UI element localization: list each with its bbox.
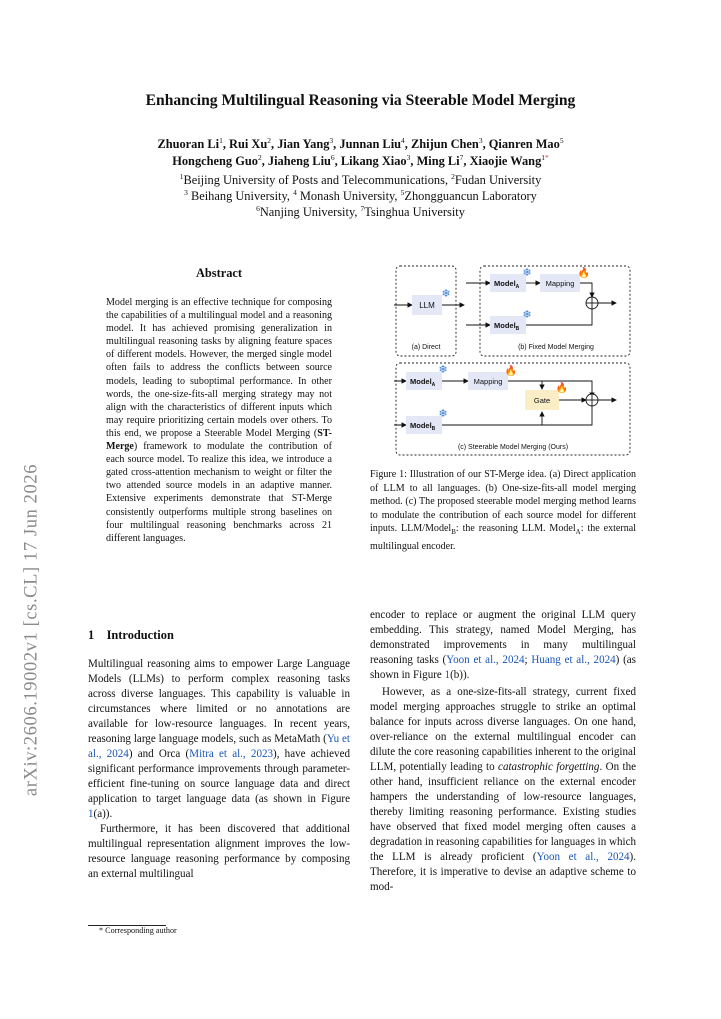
intro-left-column	[88, 657, 350, 882]
citation-link[interactable]: Huang et al., 2024	[531, 654, 616, 666]
affiliation-name: Nanjing University,	[259, 205, 361, 220]
svg-text:ModelB: Model$_B$	[494, 321, 520, 332]
abstract-body	[106, 296, 332, 545]
llm-label: LLM	[419, 301, 435, 310]
citation-link[interactable]: Yu et al., 2024	[88, 733, 350, 760]
snowflake-icon: ❄	[522, 309, 532, 321]
author-list: Zhuoran Li$^1$, Rui Xu$^2$, Jian Yang$^3$, Junnan Liu$^4$, Zhijun Chen$^3$, Qianren Mao$^5$ Hongcheng Guo$^2$, Jiaheng Liu$^6$, Likang Xiao$^3$, Ming Li$^7$, Xiaojie Wang$^{1*}$	[157, 135, 564, 168]
author-affiliation-mark: 3	[406, 152, 411, 162]
affiliation-name: Tsinghua University	[364, 205, 465, 220]
arxiv-sidebar	[20, 300, 44, 797]
section-title: Introduction	[106, 628, 174, 642]
intro-paragraph-1	[88, 657, 350, 822]
figure-ref-link[interactable]: 1	[444, 669, 451, 681]
svg-text:Mapping: Mapping	[473, 377, 503, 386]
author-affiliation-mark: 2	[257, 152, 262, 162]
author-name: Zhijun Chen	[410, 137, 479, 151]
affiliation-line	[60, 172, 661, 188]
abstract-method-name: ST-Merge	[106, 427, 332, 453]
author-name: Rui Xu	[229, 137, 268, 151]
fire-icon: 🔥	[504, 366, 518, 377]
author-affiliation-mark: 2	[267, 135, 271, 145]
author-affiliation-mark: 4	[401, 135, 405, 145]
caption-text: : the reasoning LLM. Model	[455, 523, 576, 534]
footnote: * Corresponding author	[99, 926, 177, 935]
intro-paragraph-2: Furthermore, it has been discovered that additional multilingual representation alignment improves the low-resource language reasoning performance by composing an external multilingual	[88, 823, 350, 880]
arxiv-identifier: arXiv:2606.19002v1 [cs.CL] 17 Jun 2026	[21, 463, 42, 797]
intro-right-column	[370, 608, 636, 895]
author-affiliation-mark: 5	[559, 135, 564, 145]
section-number: 1	[88, 628, 95, 642]
author-name: Junnan Liu	[339, 137, 402, 151]
paper-title: Enhancing Multilingual Reasoning via Steerable Model Merging	[145, 92, 576, 109]
affiliation-name: Zhongguancun Laboratory	[404, 189, 537, 204]
affiliation-line	[60, 188, 661, 204]
affiliation-number: 4	[293, 188, 297, 198]
body-text: encoder to replace or augment the original LLM query embedding. This strategy, named Model Merging, has demonstrated improvements in many multilingual reasoning tasks (	[370, 609, 636, 666]
affiliation-name: Beijing University of Posts and Telecommunications,	[183, 173, 452, 187]
intro-text: ) and Orca (	[128, 748, 190, 760]
body-text: ). Therefore, it is imperative to devise an adaptive scheme to mod-	[370, 851, 636, 893]
svg-text:ModelB: Model$_B$	[410, 421, 436, 432]
fire-icon: 🔥	[555, 383, 569, 394]
citation-link[interactable]: Mitra et al., 2023	[189, 748, 274, 760]
affiliation-number: 5	[400, 188, 405, 198]
figure-1-caption	[370, 468, 636, 553]
author-affiliation-mark: 3	[329, 135, 334, 145]
section-heading-introduction	[88, 628, 174, 643]
caption-subscript: B	[451, 528, 456, 536]
author-affiliation-mark: 6	[330, 152, 335, 162]
affiliation-name: Fudan University	[454, 173, 542, 187]
abstract-text-2: ) framework to modulate the contribution of each source model. To realize this idea, we introduce a gated cross-attention mechanism to weight or filter the two attended source models in an adaptive manner. Extensive experiments demonstrate that ST-Merge consistently outperforms multiple strong baselines on four multilingual reasoning benchmarks across 21 different languages.	[106, 441, 332, 544]
figure-1-diagram	[394, 263, 638, 463]
author-name: Zhuoran Li	[157, 137, 220, 151]
author-name: Jiaheng Liu	[267, 154, 331, 168]
author-affiliation-mark: 3	[478, 135, 483, 145]
citation-link[interactable]: Yoon et al., 2024	[536, 851, 630, 863]
body-text: However, as a one-size-fits-all strategy, current fixed model merging approaches struggle to strike an optimal balance for inputs across diverse languages. On one hand, over-reliance on the external multilingual encoder can dilute the core reasoning capabilities inherent to the original LLM, potentially leading to	[370, 686, 636, 773]
caption-subscript: A	[575, 528, 581, 536]
intro-text: ), have achieved significant performance improvements through parameter-efficient fine-tuning on source language data and direct application to target language data (as shown in Figure	[88, 748, 350, 805]
body-text: . On the other hand, insufficient reliance on the external encoder hampers the understanding of low-resource languages, thereby limiting reasoning performance. Existing studies have observed that fixed model merging often causes a degradation in reasoning capabilities for languages in which the LLM is already proficient (	[370, 761, 636, 863]
snowflake-icon: ❄	[438, 408, 448, 420]
intro-text: (a)).	[93, 808, 113, 820]
body-text: ;	[524, 654, 532, 666]
snowflake-icon: ❄	[438, 364, 448, 376]
citation-link[interactable]: Yoon et al., 2024	[446, 654, 525, 666]
caption-text: : the external multilingual encoder.	[370, 523, 636, 552]
corresponding-mark: *	[545, 152, 549, 162]
svg-text:Mapping: Mapping	[545, 279, 575, 288]
fire-icon: 🔥	[577, 268, 591, 279]
affiliation-name: Monash University,	[296, 189, 401, 204]
right-paragraph-2	[370, 685, 636, 895]
affiliation-number: 1	[179, 171, 184, 181]
right-paragraph-1	[370, 608, 636, 683]
panel-direct-label: (a) Direct	[411, 344, 441, 351]
author-name: Xiaojie Wang	[469, 154, 542, 168]
panel-fixed-label: (b) Fixed Model Merging	[518, 344, 594, 351]
author-name: Ming Li	[416, 154, 460, 168]
affiliation-number: 7	[360, 204, 365, 214]
affiliation-number: 2	[451, 171, 455, 181]
figure-ref-link[interactable]: 1	[88, 808, 94, 820]
affiliation-number: 6	[256, 204, 260, 214]
svg-text:Gate: Gate	[533, 396, 551, 405]
snowflake-icon: ❄	[522, 267, 532, 279]
author-name: Hongcheng Guo	[172, 154, 258, 168]
affiliation-name: Beihang University,	[187, 189, 294, 204]
affiliation-number: 3	[184, 188, 188, 198]
affiliations	[60, 172, 661, 221]
emphasis-text: catastrophic forgetting	[498, 761, 600, 773]
body-text: (b)).	[450, 669, 470, 681]
panel-steerable-label: (c) Steerable Model Merging (Ours)	[457, 444, 569, 451]
svg-text:ModelA: Model$_A$	[410, 377, 436, 388]
author-affiliation-mark: 7	[459, 152, 464, 162]
affiliation-line	[60, 204, 661, 220]
body-text: ) (as shown in Figure	[370, 654, 636, 681]
caption-text: Figure 1: Illustration of our ST-Merge idea. (a) Direct application of LLM to all languages. (b) One-size-fits-all model merging method. (c) The proposed steerable model merging method learns to modulate the contribution of each source model for different inputs. LLM/Model	[370, 469, 636, 534]
author-name: Likang Xiao	[340, 154, 407, 168]
author-affiliation-mark: 1	[219, 135, 223, 145]
author-name: Qianren Mao	[488, 137, 560, 151]
snowflake-icon: ❄	[441, 288, 451, 300]
intro-text: Multilingual reasoning aims to empower Large Language Models (LLMs) to perform complex reasoning tasks across diverse languages. This capability is valuable in circumstances where limited or no annotations are available for low-resource languages. In recent years, reasoning large language models, such as MetaMath (	[88, 658, 350, 745]
abstract-heading: Abstract	[195, 266, 243, 280]
author-affiliation-mark: 1	[541, 152, 546, 162]
abstract-text-1: Model merging is an effective technique for composing the capabilities of a multilingual model and a reasoning model. It has achieved promising generalization in multilingual reasoning tasks by aligning feature spaces of different models. However, the merged single model often fails to address the conflicts between source models, leading to suboptimal performance. In other words, the one-size-fits-all merging strategy may not align with the characteristics of different inputs which may require prioritizing certain models over others. To this end, we propose a Steerable Model Merging (	[106, 297, 332, 439]
author-name: Jian Yang	[277, 137, 330, 151]
svg-text:ModelA: Model$_A$	[494, 279, 520, 290]
